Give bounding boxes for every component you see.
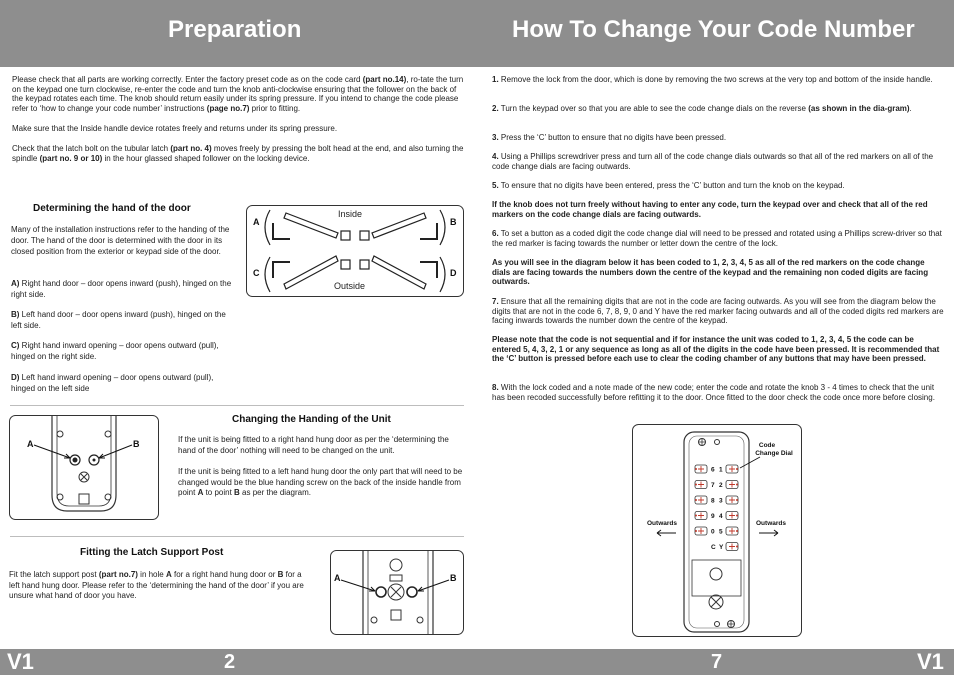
intro-paragraph-2: Make sure that the Inside handle device rotates freely and returns under its spring pressure.	[12, 124, 338, 133]
dial-digit-2-0: 8	[711, 497, 715, 505]
latch-label-a: A	[334, 573, 341, 583]
page-header	[0, 0, 954, 67]
hand-label-c: C	[253, 268, 260, 278]
code-change-diagram	[632, 424, 802, 637]
dial-digit-5-0: C	[711, 544, 716, 551]
intro-paragraph-1: Please check that all parts are working correctly. Enter the factory preset code as on the code card (part no.14), ro-tate the turn on the keypad one turn clockwise, re-enter the code and turn the knob anti-clockwise ensuring that the follower on the back of the keypad rotates each time. The knob should return easily under its spring pressure. If you intend to change the code please refer to ‘how to change your code number’ instructions (page no.7) prior to fitting.	[12, 75, 464, 113]
page-footer	[0, 649, 954, 675]
latch-label-b: B	[450, 573, 457, 583]
dial-digit-4-0: 0	[711, 528, 715, 536]
left-page-title: Preparation	[168, 16, 302, 43]
step-8: 8. With the lock coded and a note made of the new code; enter the code and rotate the knob 3 - 4 times to check that the unit has been recoded successfully before refitting it to the door. Once fitted to the door check the code once more before closing.	[492, 383, 935, 402]
step-3: 3. Press the ‘C’ button to ensure that no digits have been pressed.	[492, 133, 727, 142]
outwards-left-label: Outwards	[647, 520, 677, 527]
right-page-title: How To Change Your Code Number	[512, 16, 915, 43]
version-badge-right: V1	[917, 649, 944, 674]
page-number-left: 2	[224, 651, 236, 673]
code-label-line-1: Code	[758, 442, 776, 449]
hand-c: C) Right hand inward opening – door opens outward (pull), hinged on the right side.	[11, 341, 219, 361]
step-5: 5. To ensure that no digits have been entered, press the ‘C’ button and turn the knob on the keypad.	[492, 181, 845, 190]
dial-digit-5-1: Y	[719, 544, 724, 551]
dial-digit-0-1: 1	[719, 466, 723, 474]
dial-digit-0-0: 6	[711, 466, 715, 474]
divider-1	[10, 405, 464, 406]
step-2: 2. Turn the keypad over so that you are able to see the code change dials on the reverse (as shown in the dia-gram).	[492, 104, 912, 113]
hand-label-d: D	[450, 268, 457, 278]
handing-paragraph-2: If the unit is being fitted to a left hand hung door the only part that will need to be changed would be the blue handing screw on the back of the inside handle from point A to point B as per the diagram.	[178, 467, 463, 497]
dial-digit-2-1: 3	[719, 497, 723, 505]
step-1: 1. Remove the lock from the door, which is done by removing the two screws at the very top and bottom of the inside handle.	[492, 75, 933, 84]
latch-heading: Fitting the Latch Support Post	[80, 547, 224, 558]
hand-b: B) Left hand door – door opens inward (push), hinged on the left side.	[11, 310, 226, 330]
dial-digit-3-0: 9	[711, 513, 715, 520]
dial-digit-1-0: 7	[711, 482, 715, 489]
note-coded: As you will see in the diagram below it has been coded to 1, 2, 3, 4, 5 as all of the red markers on the code change dials are facing towards the numbers down the centre of the keypad and the remaining non coded digits are facing outwards.	[492, 258, 929, 287]
hand-a: A) Right hand door – door opens inward (push), hinged on the right side.	[11, 279, 232, 299]
dial-digit-4-1: 5	[719, 528, 723, 536]
handing-paragraph-1: If the unit is being fitted to a right hand hung door as per the ‘determining the hand of the door’ nothing will need to be changed on the unit.	[178, 435, 449, 455]
door-hand-diagram	[246, 205, 464, 297]
hand-heading: Determining the hand of the door	[33, 203, 191, 214]
inside-label: Inside	[338, 209, 363, 219]
hand-label-b: B	[450, 217, 457, 227]
handing-label-b: B	[133, 439, 140, 449]
intro-paragraph-3: Check that the latch bolt on the tubular latch (part no. 4) moves freely by pressing the bolt head at the end, and also turning the spindle (part no. 9 or 10) in the hour glassed shaped follower on the locking device.	[12, 144, 464, 163]
latch-paragraph: Fit the latch support post (part no.7) in hole A for a right hand hung door or B for a left hand hung door. Please refer to the ‘determining the hand of the door’ if you are unsure what hand of door you have.	[9, 570, 304, 600]
step-4: 4. Using a Phillips screwdriver press and turn all of the code change dials outwards so that all of the red markers on all of the code change dials are facing outwards.	[492, 152, 934, 171]
hand-label-a: A	[253, 217, 260, 227]
step-6: 6. To set a button as a coded digit the code change dial will need to be pressed and rotated using a Phillips screw-driver so that the red marker is facing towards the number or letter down the centre of the lock.	[492, 229, 942, 248]
dial-digit-3-1: 4	[719, 513, 723, 520]
outside-label: Outside	[334, 281, 366, 291]
step-7: 7. Ensure that all the remaining digits that are not in the code are facing outwards. As you will see from the diagram below the digits that are not in the code 6, 7, 8, 9, 0 and Y have the red marker facing outwards and all of the coded digits red markers are facing inwards towards the number down the centre of the keypad.	[492, 297, 944, 326]
hand-d: D) Left hand inward opening – door opens outward (pull), hinged on the left side	[11, 373, 214, 393]
page-number-right: 7	[711, 651, 723, 673]
handing-screw-diagram	[9, 415, 159, 520]
note-sequence: Please note that the code is not sequential and if for instance the unit was coded to 1, 2, 3, 4, 5 the code can be entered 5, 4, 3, 2, 1 or any sequence as long as all of the digits in the code have been pressed. It is recommended that the ‘C’ button is pressed before each use to clear the coding chamber of any buttons that may have been pressed.	[492, 335, 940, 364]
dial-digit-1-1: 2	[719, 482, 723, 489]
handing-heading: Changing the Handing of the Unit	[232, 414, 391, 425]
version-badge-left: V1	[7, 649, 34, 674]
code-label-line-2: Change Dial	[755, 450, 793, 457]
latch-support-diagram	[330, 550, 464, 635]
handing-label-a: A	[27, 439, 34, 449]
hand-body: Many of the installation instructions refer to the handing of the door. The hand of the door is determined with the door in its closed position from the exterior or keypad side of the door.	[11, 225, 230, 256]
note-knob: If the knob does not turn freely without having to enter any code, turn the keypad over and check that all of the red markers on the code change dials are facing outwards.	[492, 200, 928, 219]
outwards-right-label: Outwards	[756, 520, 786, 527]
divider-2	[10, 536, 464, 537]
